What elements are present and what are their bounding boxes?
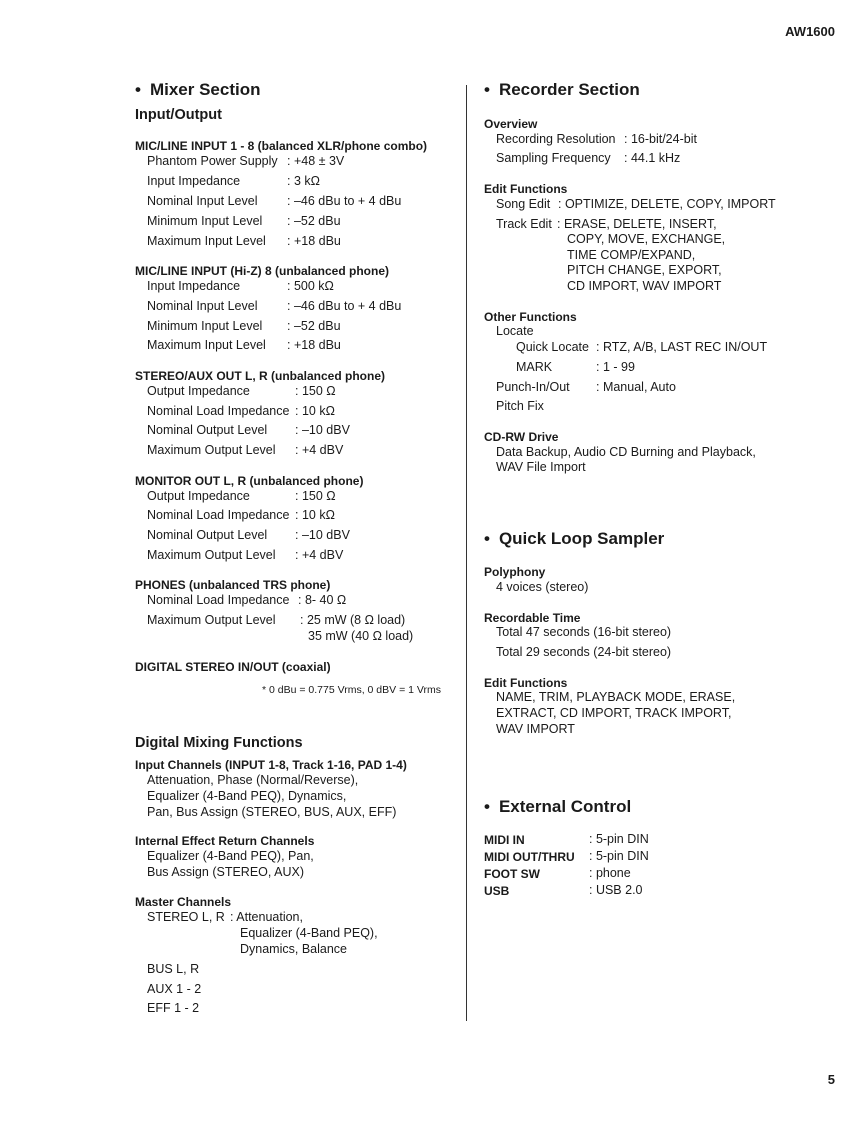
spec-value: : 10 kΩ xyxy=(295,508,335,522)
spec-label: Nominal Output Level xyxy=(147,528,268,542)
recordable-time-title: Recordable Time xyxy=(484,611,581,625)
spec-value: : USB 2.0 xyxy=(589,883,643,897)
mic-line-title: MIC/LINE INPUT 1 - 8 (balanced XLR/phone combo) xyxy=(135,139,428,153)
stereo-aux-title: STEREO/AUX OUT L, R (unbalanced phone) xyxy=(135,369,386,383)
spec-value: COPY, MOVE, EXCHANGE, xyxy=(567,232,726,246)
text-line: NAME, TRIM, PLAYBACK MODE, ERASE, xyxy=(496,690,736,704)
input-channels-title: Input Channels (INPUT 1-8, Track 1-16, PAD 1-4) xyxy=(135,758,407,772)
sampler-section-title: • Quick Loop Sampler xyxy=(484,529,665,548)
spec-label: Recording Resolution xyxy=(496,132,616,146)
column-divider xyxy=(466,85,467,1021)
digital-io-title: DIGITAL STEREO IN/OUT (coaxial) xyxy=(135,660,331,674)
spec-value: : 10 kΩ xyxy=(295,404,335,418)
spec-value: : +4 dBV xyxy=(295,548,344,562)
spec-value: PITCH CHANGE, EXPORT, xyxy=(567,263,722,277)
text-line: WAV IMPORT xyxy=(496,722,575,736)
text-line: Data Backup, Audio CD Burning and Playback, xyxy=(496,445,756,459)
spec-label: Nominal Input Level xyxy=(147,299,258,313)
spec-value: : 5-pin DIN xyxy=(589,849,649,863)
spec-label: Maximum Output Level xyxy=(147,548,276,562)
monitor-out-title: MONITOR OUT L, R (unbalanced phone) xyxy=(135,474,364,488)
text-line: Total 47 seconds (16-bit stereo) xyxy=(496,625,672,639)
spec-value: : 150 Ω xyxy=(295,489,336,503)
spec-value: : –10 dBV xyxy=(295,423,350,437)
text-line: Bus Assign (STEREO, AUX) xyxy=(147,865,304,879)
spec-value: : –10 dBV xyxy=(295,528,350,542)
text-line: Pitch Fix xyxy=(496,399,544,413)
text-line: Equalizer (4-Band PEQ), Pan, xyxy=(147,849,314,863)
text-line: Locate xyxy=(496,324,534,338)
spec-label: Maximum Output Level xyxy=(147,443,276,457)
spec-value: TIME COMP/EXPAND, xyxy=(567,248,696,262)
external-section-title-text: External Control xyxy=(498,797,632,816)
spec-value: : ERASE, DELETE, INSERT, xyxy=(557,217,717,231)
recorder-section-title: • Recorder Section xyxy=(484,80,640,99)
spec-value: : phone xyxy=(589,866,631,880)
spec-label: Sampling Frequency xyxy=(496,151,611,165)
spec-label: Input Impedance xyxy=(147,279,241,293)
cdrw-title: CD-RW Drive xyxy=(484,430,559,444)
text-line: Attenuation, Phase (Normal/Reverse), xyxy=(147,773,359,787)
spec-value: : +18 dBu xyxy=(287,234,341,248)
spec-label: Nominal Load Impedance xyxy=(147,404,290,418)
footnote: * 0 dBu = 0.775 Vrms, 0 dBV = 1 Vrms xyxy=(262,684,441,696)
spec-label: Output Impedance xyxy=(147,384,250,398)
text-line: Pan, Bus Assign (STEREO, BUS, AUX, EFF) xyxy=(147,805,397,819)
sampler-edit-title: Edit Functions xyxy=(484,676,568,690)
spec-value: : 5-pin DIN xyxy=(589,832,649,846)
spec-value: : +18 dBu xyxy=(287,338,341,352)
mic-line-hiz-title: MIC/LINE INPUT (Hi-Z) 8 (unbalanced phone) xyxy=(135,264,389,278)
digital-mixing-title: Digital Mixing Functions xyxy=(135,735,303,751)
text-line: 4 voices (stereo) xyxy=(496,580,589,594)
polyphony-title: Polyphony xyxy=(484,565,546,579)
spec-value: 35 mW (40 Ω load) xyxy=(308,629,414,643)
spec-label: Phantom Power Supply xyxy=(147,154,278,168)
spec-value: Equalizer (4-Band PEQ), xyxy=(240,926,378,940)
spec-value: : Manual, Auto xyxy=(596,380,676,394)
spec-value: : 3 kΩ xyxy=(287,174,320,188)
spec-value: : Attenuation, xyxy=(230,910,303,924)
spec-label: Nominal Output Level xyxy=(147,423,268,437)
spec-value: : –46 dBu to + 4 dBu xyxy=(287,299,402,313)
text-line: Total 29 seconds (24-bit stereo) xyxy=(496,645,672,659)
spec-label: Output Impedance xyxy=(147,489,250,503)
spec-label: Nominal Load Impedance xyxy=(147,593,290,607)
spec-label: FOOT SW xyxy=(484,867,540,881)
mixer-section-title: • Mixer Section xyxy=(135,80,261,99)
other-functions-title: Other Functions xyxy=(484,310,577,324)
io-title: Input/Output xyxy=(135,107,222,123)
spec-label: Minimum Input Level xyxy=(147,319,263,333)
text-line: BUS L, R xyxy=(147,962,200,976)
spec-value: CD IMPORT, WAV IMPORT xyxy=(567,279,722,293)
spec-value: : –52 dBu xyxy=(287,214,341,228)
spec-label: MIDI IN xyxy=(484,833,525,847)
recorder-section-title-text: Recorder Section xyxy=(498,80,640,99)
master-channels-title: Master Channels xyxy=(135,895,232,909)
text-line: Equalizer (4-Band PEQ), Dynamics, xyxy=(147,789,347,803)
spec-label: Punch-In/Out xyxy=(496,380,570,394)
text-line: WAV File Import xyxy=(496,460,586,474)
spec-value: : 25 mW (8 Ω load) xyxy=(300,613,406,627)
sampler-section-title-text: Quick Loop Sampler xyxy=(498,529,665,548)
spec-label: Maximum Input Level xyxy=(147,338,266,352)
spec-label: USB xyxy=(484,884,510,898)
spec-label: Nominal Input Level xyxy=(147,194,258,208)
spec-label: MIDI OUT/THRU xyxy=(484,850,575,864)
text-line: EXTRACT, CD IMPORT, TRACK IMPORT, xyxy=(496,706,732,720)
spec-value: : OPTIMIZE, DELETE, COPY, IMPORT xyxy=(558,197,776,211)
overview-title: Overview xyxy=(484,117,538,131)
external-section-title: • External Control xyxy=(484,797,632,816)
spec-label: Quick Locate xyxy=(516,340,589,354)
spec-value: : RTZ, A/B, LAST REC IN/OUT xyxy=(596,340,768,354)
text-line: EFF 1 - 2 xyxy=(147,1001,200,1015)
spec-label: Maximum Output Level xyxy=(147,613,276,627)
spec-label: Nominal Load Impedance xyxy=(147,508,290,522)
edit-functions-title: Edit Functions xyxy=(484,182,568,196)
spec-value: : 16-bit/24-bit xyxy=(624,132,697,146)
spec-label: STEREO L, R xyxy=(147,910,225,924)
model-name: AW1600 xyxy=(785,24,835,39)
spec-value: : 500 kΩ xyxy=(287,279,334,293)
effect-return-title: Internal Effect Return Channels xyxy=(135,834,315,848)
page-number: 5 xyxy=(827,1072,835,1087)
spec-value: Dynamics, Balance xyxy=(240,942,347,956)
spec-label: Track Edit xyxy=(496,217,552,231)
spec-value: : 1 - 99 xyxy=(596,360,635,374)
spec-label: Minimum Input Level xyxy=(147,214,263,228)
spec-label: Song Edit xyxy=(496,197,551,211)
spec-value: : +48 ± 3V xyxy=(287,154,345,168)
spec-value: : +4 dBV xyxy=(295,443,344,457)
spec-label: Input Impedance xyxy=(147,174,241,188)
spec-label: MARK xyxy=(516,360,553,374)
phones-title: PHONES (unbalanced TRS phone) xyxy=(135,578,331,592)
mixer-section-title-text: Mixer Section xyxy=(149,80,261,99)
spec-value: : 8- 40 Ω xyxy=(298,593,347,607)
text-line: AUX 1 - 2 xyxy=(147,982,202,996)
spec-label: Maximum Input Level xyxy=(147,234,266,248)
spec-value: : –46 dBu to + 4 dBu xyxy=(287,194,402,208)
spec-value: : –52 dBu xyxy=(287,319,341,333)
spec-value: : 44.1 kHz xyxy=(624,151,681,165)
spec-value: : 150 Ω xyxy=(295,384,336,398)
